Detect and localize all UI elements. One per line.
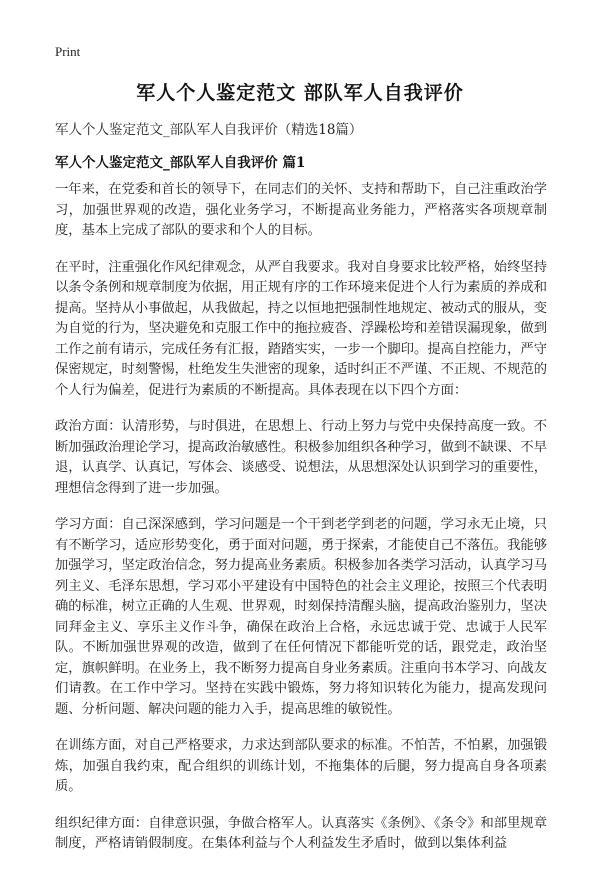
paragraph-organization: 组织纪律方面：自律意识强，争做合格军人。认真落实《条例》、《条令》和部里规章制度，严格请销假制度。在集体利益与个人利益发生矛盾时，做到以集体利益 bbox=[55, 815, 547, 851]
section-heading: 军人个人鉴定范文_部队军人自我评价 篇1 bbox=[55, 155, 306, 171]
paragraph-study: 学习方面：自己深深感到，学习问题是一个干到老学到老的问题，学习永无止境，只有不断学习，适应形势变化，勇于面对问题，勇于探索，才能使自己不落伍。我能够加强学习，坚定政治信念，努力提高业务素质。积极参加各类学习活动，认真学习马列主义、毛泽东思想，学习邓小平建设有中国特色的社会主义理论，按照三个代表明确的标准，树立正确的人生观、世界观，时刻保持清醒头脑，提高政治鉴别力，坚决同拜金主义、享乐主义作斗争，确保在政治上合格，永远忠诚于党、忠诚于人民军队。不断加强世界观的改造，做到了在任何情况下都能听党的话，跟党走，政治坚定，旗帜鲜明。在业务上，我不断努力提高自身业务素质。注重向书本学习、向战友们请教。在工作中学习。坚持在实践中锻炼，努力将知识转化为能力，提高发现问题、分析问题、解决问题的能力入手，提高思维的敏锐性。 bbox=[55, 517, 547, 717]
article-subtitle: 军人个人鉴定范文_部队军人自我评价（精选18篇） bbox=[55, 122, 363, 138]
print-link[interactable]: Print bbox=[55, 44, 81, 59]
paragraph-political: 政治方面：认清形势，与时俱进，在思想上、行动上努力与党中央保持高度一致。不断加强政治理论学习，提高政治敏感性。积极参加组织各种学习，做到不缺课、不早退，认真学、认真记，写体会、谈感受、说想法，从思想深处认识到学习的重要性，理想信念得到了进一步加强。 bbox=[55, 419, 547, 496]
paragraph-intro: 一年来，在党委和首长的领导下，在同志们的关怀、支持和帮助下，自己注重政治学习，加强世界观的改造，强化业务学习，不断提高业务能力，严格落实各项规章制度，基本上完成了部队的要求和个人的目标。 bbox=[55, 182, 547, 238]
page-title: 军人个人鉴定范文 部队军人自我评价 bbox=[136, 82, 464, 104]
paragraph-discipline: 在平时，注重强化作风纪律观念，从严自我要求。我对自身要求比较严格，始终坚持以条令条例和规章制度为依据，用正规有序的工作环境来促进个人行为素质的养成和提高。坚持从小事做起，从我做起，持之以恒地把强制性地规定、被动式的服从，变为自觉的行为，坚决避免和克服工作中的拖拉疲沓、浮躁松垮和差错误漏现象，做到工作之前有请示，完成任务有汇报，踏踏实实，一步一个脚印。提高自控能力，严守保密规定，时刻警惕，杜绝发生失泄密的现象，适时纠正不严谨、不正规、不规范的个人行为偏差，促进行为素质的不断提高。具体表现在以下四个方面： bbox=[55, 259, 547, 398]
paragraph-training: 在训练方面，对自己严格要求，力求达到部队要求的标准。不怕苦，不怕累，加强锻炼，加强自我约束，配合组织的训练计划，不拖集体的后腿，努力提高自身各项素质。 bbox=[55, 738, 547, 794]
article-body bbox=[55, 180, 547, 871]
